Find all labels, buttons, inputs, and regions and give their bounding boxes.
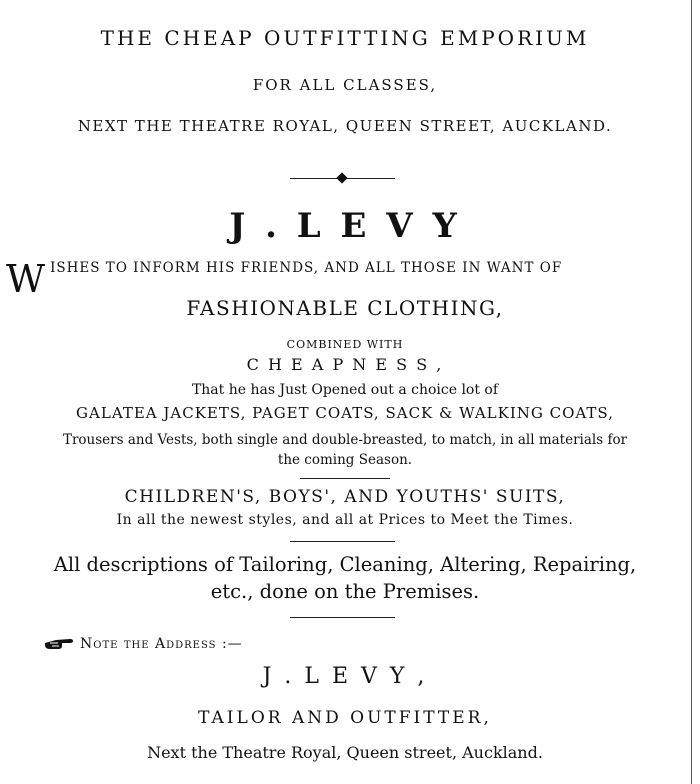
location-line: NEXT THE THEATRE ROYAL, QUEEN STREET, AUCKLAND. xyxy=(77,117,613,135)
styles-line: In all the newest styles, and all at Prices to Meet the Times. xyxy=(116,512,574,528)
page-edge-rule xyxy=(691,0,692,784)
tailoring-line: All descriptions of Tailoring, Cleaning, Altering, Repairing, xyxy=(53,553,637,576)
just-opened-line: That he has Just Opened out a choice lot of xyxy=(191,382,499,398)
tailor-outfitter: TAILOR AND OUTFITTER, xyxy=(198,708,492,728)
fashionable-clothing: FASHIONABLE CLOTHING, xyxy=(186,296,504,320)
footer-address: Next the Theatre Royal, Queen street, Auckland. xyxy=(147,743,543,762)
ornament-diamond xyxy=(336,172,347,183)
divider-rule xyxy=(290,541,395,542)
season-line: the coming Season. xyxy=(277,452,413,468)
intro-line xyxy=(6,257,686,301)
note-address-text: Note the Address :— xyxy=(80,636,243,652)
footer-name: J . L E V Y , xyxy=(262,664,428,689)
combined-with: COMBINED WITH xyxy=(286,338,404,351)
emporium-title: THE CHEAP OUTFITTING EMPORIUM xyxy=(100,26,590,50)
premises-line: etc., done on the Premises. xyxy=(210,580,480,603)
divider-rule xyxy=(300,478,390,479)
note-address-line xyxy=(44,634,444,654)
trousers-line: Trousers and Vests, both single and double-breasted, to match, in all materials for xyxy=(62,432,628,448)
pointing-hand-icon xyxy=(44,634,74,654)
cheapness: C H E A P N E S S , xyxy=(246,355,444,374)
divider-rule xyxy=(290,617,395,618)
intro-text: ISHES TO INFORM HIS FRIENDS, AND ALL THOSE IN WANT OF xyxy=(50,260,563,276)
jackets-line: GALATEA JACKETS, PAGET COATS, SACK & WALKING COATS, xyxy=(76,404,614,422)
proprietor-name: J . L E V Y xyxy=(229,206,461,246)
suits-line: CHILDREN'S, BOYS', AND YOUTHS' SUITS, xyxy=(124,487,566,507)
drop-cap: W xyxy=(6,257,47,301)
for-all-classes: FOR ALL CLASSES, xyxy=(252,76,438,94)
